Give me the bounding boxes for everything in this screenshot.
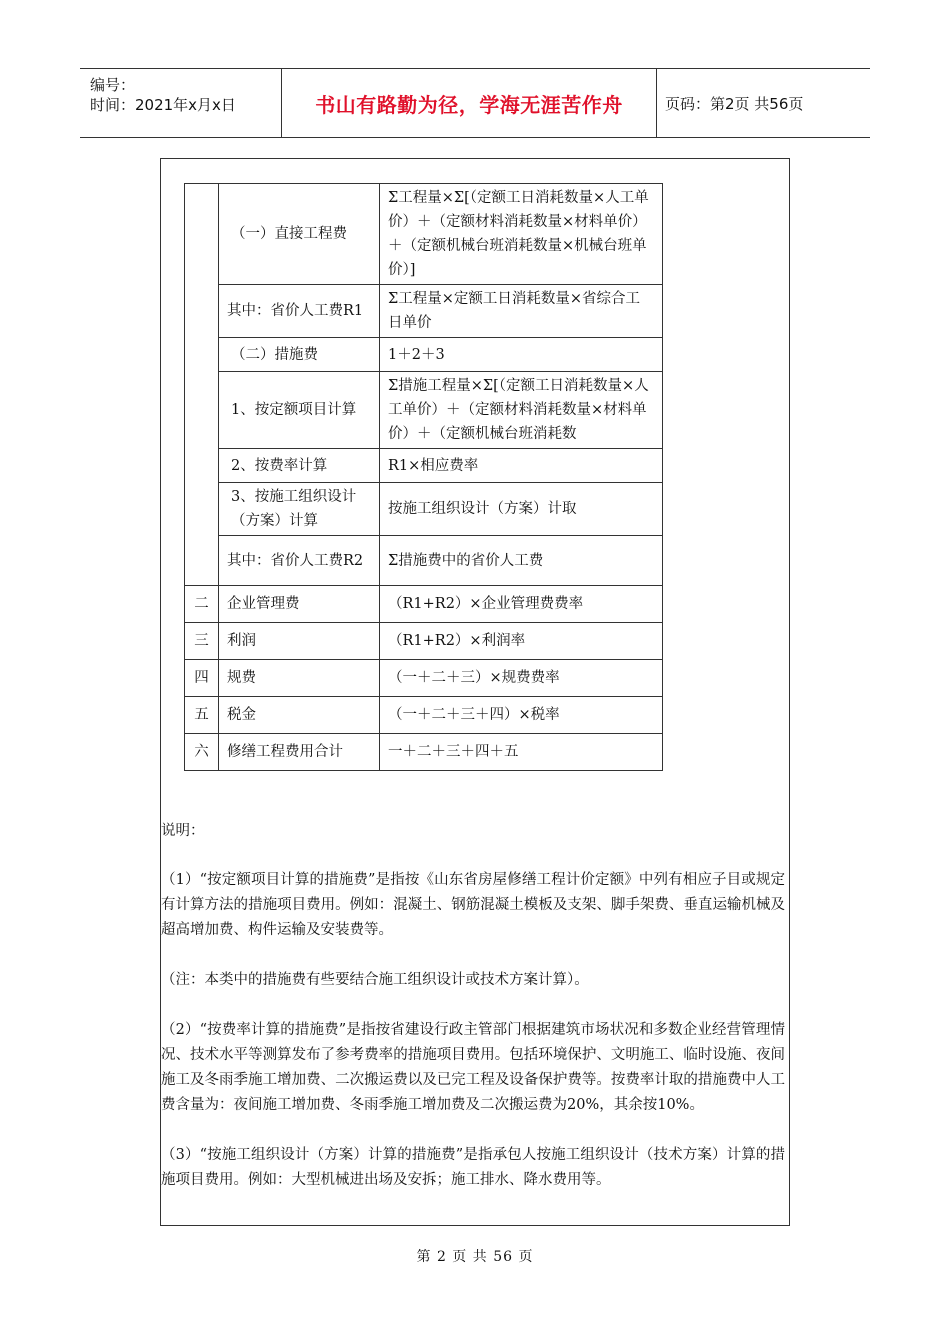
- table-row: [185, 285, 663, 338]
- table-row: [185, 372, 663, 449]
- table-row: [185, 734, 663, 771]
- table-row: [185, 184, 663, 285]
- fee-formula: （一＋二＋三＋四）×税率: [380, 697, 663, 734]
- fee-name: 利润: [219, 623, 380, 660]
- row-number: 三: [185, 623, 219, 660]
- fee-formula: 按施工组织设计（方案）计取: [380, 483, 663, 536]
- table-row: [185, 536, 663, 586]
- time-label: 时间：2021年x月x日: [90, 96, 236, 114]
- table-row: [185, 586, 663, 623]
- content-frame: [160, 158, 790, 1226]
- page-header: [80, 68, 870, 138]
- fee-name: 修缮工程费用合计: [219, 734, 380, 771]
- fee-table: [184, 183, 663, 771]
- header-motto: 书山有路勤为径，学海无涯苦作舟: [282, 69, 657, 137]
- number-label: 编号：: [90, 76, 136, 94]
- fee-formula: （R1+R2）×企业管理费费率: [380, 586, 663, 623]
- header-meta: [80, 69, 282, 137]
- table-row: [185, 338, 663, 372]
- fee-formula: R1×相应费率: [380, 449, 663, 483]
- row-number: 六: [185, 734, 219, 771]
- fee-formula: （一＋二＋三）×规费费率: [380, 660, 663, 697]
- fee-formula: 1＋2＋3: [380, 338, 663, 372]
- fee-formula: 一＋二＋三＋四＋五: [380, 734, 663, 771]
- fee-name: 税金: [219, 697, 380, 734]
- table-row: [185, 660, 663, 697]
- fee-formula: Σ措施费中的省价人工费: [380, 536, 663, 586]
- fee-formula: （R1+R2）×利润率: [380, 623, 663, 660]
- fee-formula: Σ措施工程量×Σ[（定额工日消耗数量×人工单价）＋（定额材料消耗数量×材料单价）＋（定额机械台班消耗数: [380, 372, 663, 449]
- header-page-info: 页码：第2页 共56页: [665, 94, 804, 113]
- table-row: [185, 697, 663, 734]
- row-number: 二: [185, 586, 219, 623]
- notes-section: [161, 819, 785, 1218]
- note-paragraph: （2）“按费率计算的措施费”是指按省建设行政主管部门根据建筑市场状况和多数企业经营管理情况、技术水平等测算发布了参考费率的措施项目费用。包括环境保护、文明施工、临时设施、夜间施工及冬雨季施工增加费、二次搬运费以及已完工程及设备保护费等。按费率计取的措施费中人工费含量为：夜间施工增加费、冬雨季施工增加费及二次搬运费为20%，其余按10%。: [161, 1022, 785, 1113]
- fee-name: 企业管理费: [219, 586, 380, 623]
- fee-name: 2、按费率计算: [219, 449, 380, 483]
- fee-name: 3、按施工组织设计（方案）计算: [219, 483, 380, 536]
- notes-label: 说明：: [161, 823, 205, 839]
- fee-name: （一）直接工程费: [219, 184, 380, 285]
- fee-name: 其中：省价人工费R1: [219, 285, 380, 338]
- table-row: [185, 483, 663, 536]
- note-paragraph: （3）“按施工组织设计（方案）计算的措施费”是指承包人按施工组织设计（技术方案）计算的措施项目费用。例如：大型机械进出场及安拆；施工排水、降水费用等。: [161, 1147, 785, 1188]
- fee-formula: Σ工程量×定额工日消耗数量×省综合工日单价: [380, 285, 663, 338]
- note-paragraph: （注：本类中的措施费有些要结合施工组织设计或技术方案计算）。: [161, 972, 589, 988]
- table-row: [185, 623, 663, 660]
- fee-name: 规费: [219, 660, 380, 697]
- fee-name: （二）措施费: [219, 338, 380, 372]
- row-number: 四: [185, 660, 219, 697]
- page-footer: 第 2 页 共 56 页: [416, 1249, 534, 1265]
- row-number: 五: [185, 697, 219, 734]
- note-paragraph: （1）“按定额项目计算的措施费”是指按《山东省房屋修缮工程计价定额》中列有相应子目或规定有计算方法的措施项目费用。例如：混凝土、钢筋混凝土模板及支架、脚手架费、垂直运输机械及超高增加费、构件运输及安装费等。: [161, 872, 785, 938]
- fee-name: 1、按定额项目计算: [219, 372, 380, 449]
- fee-name: 其中：省价人工费R2: [219, 536, 380, 586]
- fee-formula: Σ工程量×Σ[（定额工日消耗数量×人工单价）＋（定额材料消耗数量×材料单价）＋（定额机械台班消耗数量×机械台班单价）]: [380, 184, 663, 285]
- table-row: [185, 449, 663, 483]
- row-number: [185, 184, 219, 586]
